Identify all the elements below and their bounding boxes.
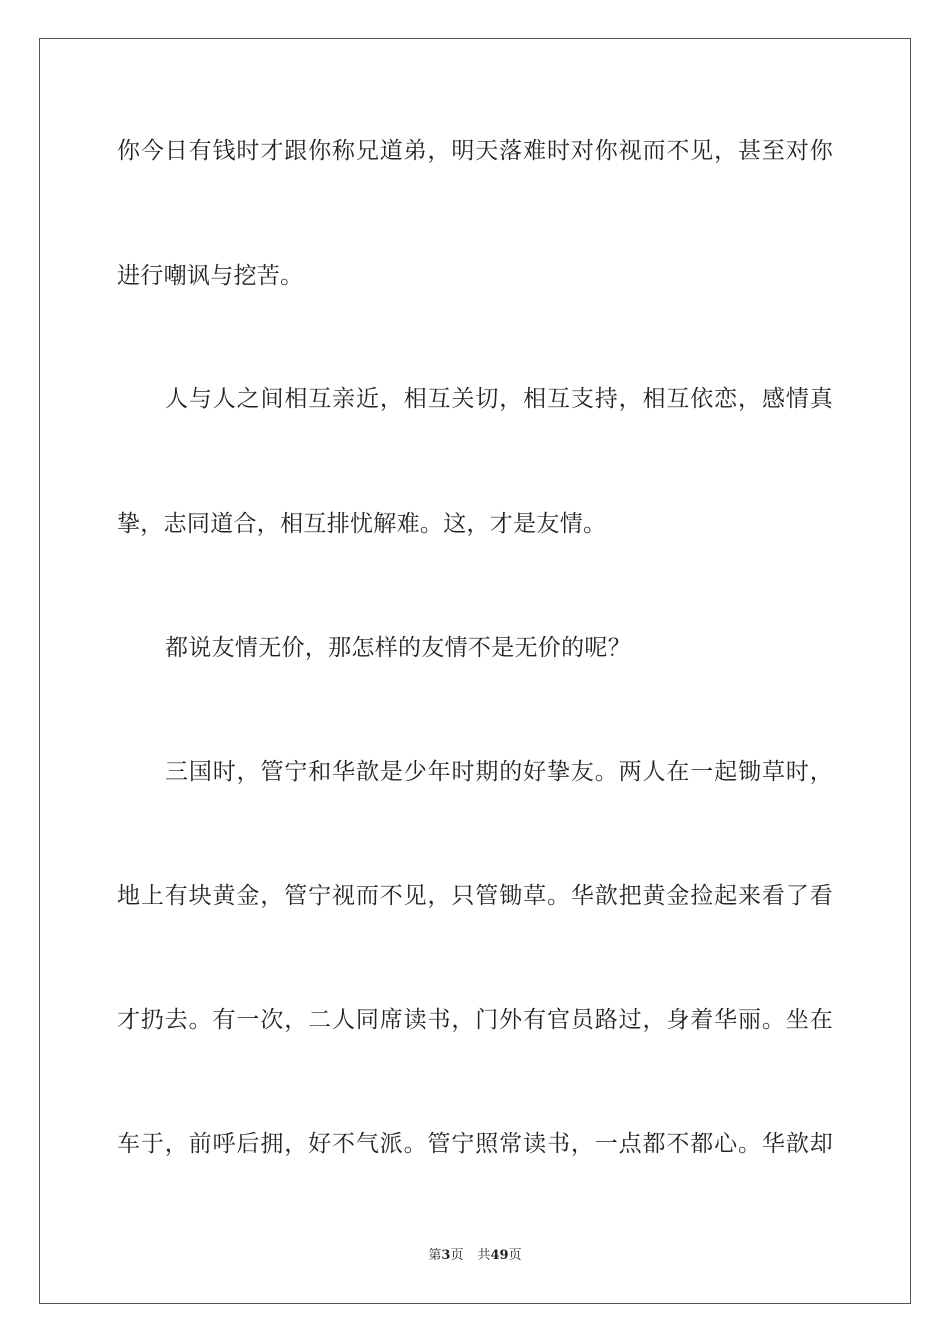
paragraph-line: 挚，志同道合，相互排忧解难。这，才是友情。 xyxy=(117,511,607,537)
paragraph-line: 才扔去。有一次，二人同席读书，门外有官员路过，身着华丽。坐在 xyxy=(117,1007,833,1033)
page-footer xyxy=(0,1247,950,1265)
total-prefix: 共 xyxy=(477,1248,491,1263)
paragraph-line: 三国时，管宁和华歆是少年时期的好挚友。两人在一起锄草时， xyxy=(165,759,833,785)
page-frame xyxy=(39,38,911,1304)
total-pages: 49 xyxy=(490,1248,509,1263)
paragraph-line: 进行嘲讽与挖苦。 xyxy=(117,263,304,289)
page-suffix: 页 xyxy=(450,1248,464,1263)
paragraph-line: 地上有块黄金，管宁视而不见，只管锄草。华歆把黄金捡起来看了看 xyxy=(117,883,833,909)
page-number: 3 xyxy=(441,1248,451,1263)
paragraph-line: 你今日有钱时才跟你称兄道弟，明天落难时对你视而不见，甚至对你 xyxy=(117,138,833,164)
total-suffix: 页 xyxy=(508,1248,522,1263)
paragraph-line: 都说友情无价，那怎样的友情不是无价的呢？ xyxy=(165,635,631,661)
paragraph-line: 车于，前呼后拥，好不气派。管宁照常读书，一点都不都心。华歆却 xyxy=(117,1131,833,1157)
paragraph-line: 人与人之间相互亲近，相互关切，相互支持，相互依恋，感情真 xyxy=(165,386,833,412)
page-prefix: 第 xyxy=(428,1248,442,1263)
